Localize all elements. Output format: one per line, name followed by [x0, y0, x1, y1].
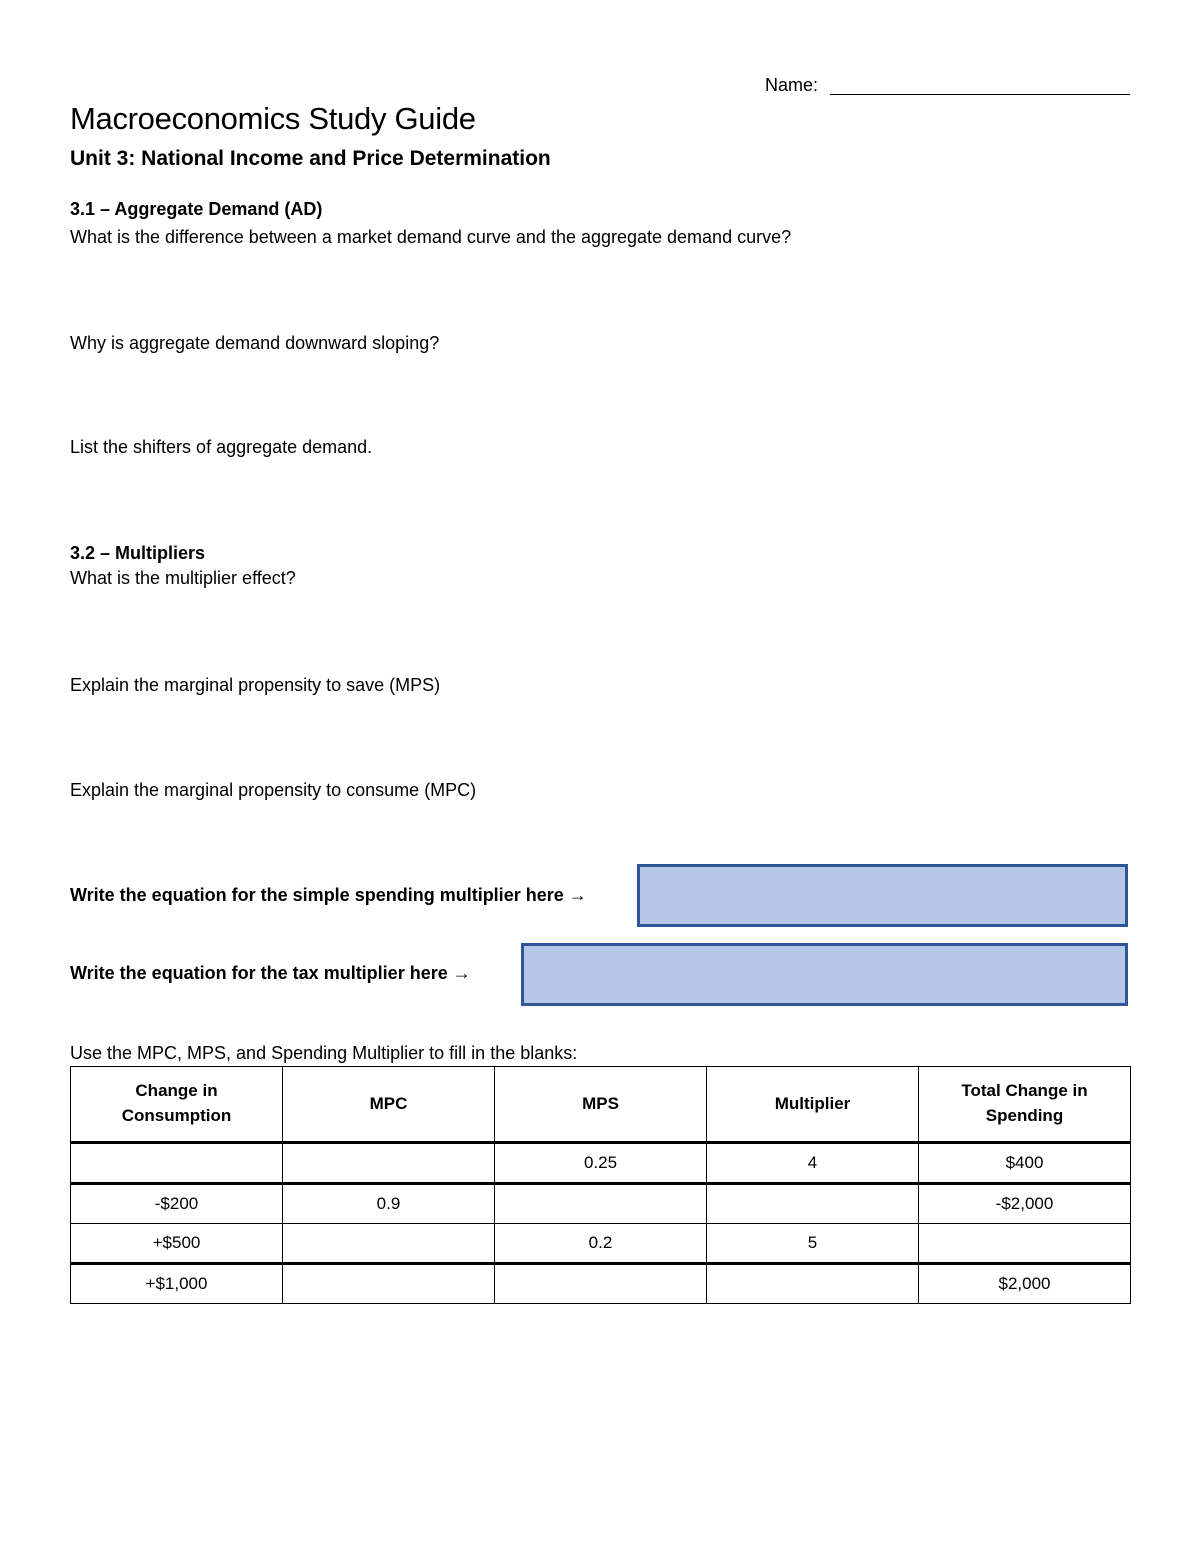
- table-cell[interactable]: [919, 1224, 1131, 1264]
- question-market-vs-aggregate: What is the difference between a market demand curve and the aggregate demand curve?: [70, 227, 792, 247]
- table-cell: +$1,000: [71, 1264, 283, 1304]
- header-change-in-consumption: Change in Consumption: [71, 1067, 283, 1143]
- table-cell: $2,000: [919, 1264, 1131, 1304]
- spending-multiplier-answer-box[interactable]: [637, 864, 1128, 927]
- section-heading-3-2: 3.2 – Multipliers: [70, 543, 206, 563]
- table-cell: 5: [707, 1224, 919, 1264]
- table-row: [71, 1224, 1131, 1264]
- question-ad-shifters: List the shifters of aggregate demand.: [70, 437, 373, 457]
- unit-subtitle: Unit 3: National Income and Price Determination: [70, 147, 551, 170]
- question-ad-downward-sloping: Why is aggregate demand downward sloping?: [70, 333, 440, 353]
- table-row: [71, 1184, 1131, 1224]
- table-cell: +$500: [71, 1224, 283, 1264]
- table-cell: 0.9: [283, 1184, 495, 1224]
- table-cell: 0.25: [495, 1143, 707, 1184]
- question-mps: Explain the marginal propensity to save (MPS): [70, 675, 441, 695]
- tax-multiplier-prompt: Write the equation for the tax multiplier here →: [70, 963, 471, 983]
- question-mpc: Explain the marginal propensity to consume (MPC): [70, 780, 477, 800]
- table-cell[interactable]: [707, 1264, 919, 1304]
- section-heading-3-1: 3.1 – Aggregate Demand (AD): [70, 199, 323, 219]
- table-instruction: Use the MPC, MPS, and Spending Multiplier to fill in the blanks:: [70, 1043, 578, 1063]
- page-title: Macroeconomics Study Guide: [70, 101, 476, 136]
- table-header-row: [71, 1067, 1131, 1143]
- table-cell: -$200: [71, 1184, 283, 1224]
- table-cell: 0.2: [495, 1224, 707, 1264]
- multiplier-table: [70, 1066, 1131, 1304]
- header-mps: MPS: [495, 1067, 707, 1143]
- table-cell: 4: [707, 1143, 919, 1184]
- table-row: [71, 1143, 1131, 1184]
- question-multiplier-effect: What is the multiplier effect?: [70, 568, 296, 588]
- name-label: Name:: [765, 75, 819, 95]
- name-field[interactable]: [830, 94, 1130, 95]
- spending-multiplier-prompt: Write the equation for the simple spending multiplier here →: [70, 885, 587, 905]
- header-multiplier: Multiplier: [707, 1067, 919, 1143]
- tax-multiplier-answer-box[interactable]: [521, 943, 1128, 1006]
- table-cell[interactable]: [495, 1264, 707, 1304]
- table-cell[interactable]: [283, 1264, 495, 1304]
- table-cell[interactable]: [283, 1224, 495, 1264]
- header-mpc: MPC: [283, 1067, 495, 1143]
- table-cell[interactable]: [707, 1184, 919, 1224]
- table-cell[interactable]: [283, 1143, 495, 1184]
- table-cell: -$2,000: [919, 1184, 1131, 1224]
- header-total-change-in-spending: Total Change in Spending: [919, 1067, 1131, 1143]
- table-row: [71, 1264, 1131, 1304]
- table-cell[interactable]: [495, 1184, 707, 1224]
- table-cell: $400: [919, 1143, 1131, 1184]
- table-cell[interactable]: [71, 1143, 283, 1184]
